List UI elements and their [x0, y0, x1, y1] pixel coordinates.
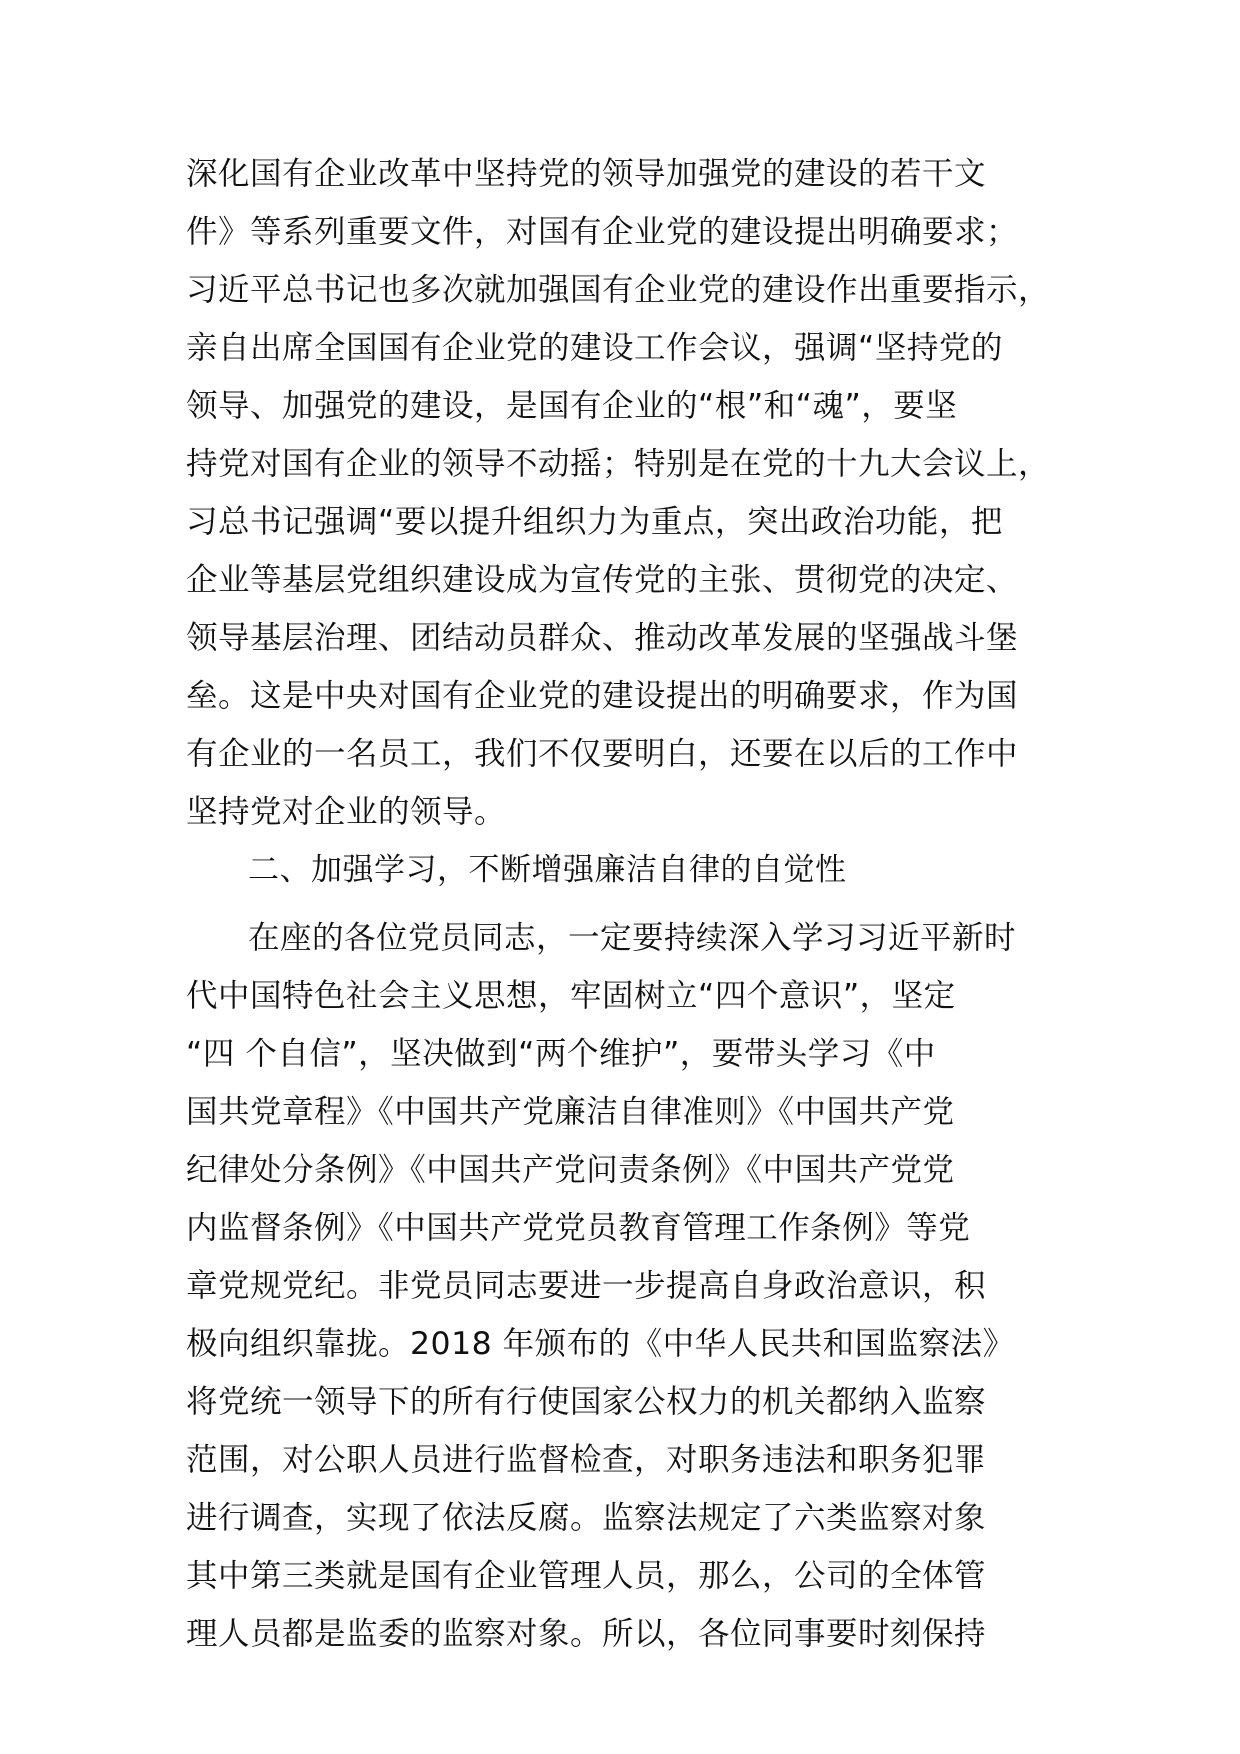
text-line: 在座的各位党员同志，一定要持续深入学习习近平新时 [248, 920, 1017, 956]
text-line: 坚持党对企业的领导。 [186, 794, 507, 830]
text-line: 领导、加强党的建设，是国有企业的“根”和“魂”，要坚 [186, 388, 958, 424]
text-line: 垒。这是中央对国有企业党的建设提出的明确要求，作为国 [186, 678, 1019, 714]
text-line: 持党对国有企业的领导不动摇；特别是在党的十九大会议上， [186, 446, 1051, 482]
text-line: 习总书记强调“要以提升组织力为重点，突出政治功能，把 [186, 504, 1003, 540]
text-line: 进行调查，实现了依法反腐。监察法规定了六类监察对象 [186, 1500, 987, 1536]
text-line: 亲自出席全国国有企业党的建设工作会议，强调“坚持党的 [186, 330, 1003, 366]
text-line: 企业等基层党组织建设成为宣传党的主张、贯彻党的决定、 [186, 562, 1019, 598]
text-line: 国共党章程》《中国共产党廉洁自律准则》《中国共产党 [186, 1094, 955, 1130]
text-line: 领导基层治理、团结动员群众、推动改革发展的坚强战斗堡 [186, 620, 1019, 656]
text-line: 理人员都是监委的监察对象。所以，各位同事要时刻保持 [186, 1616, 987, 1652]
text-line: 将党统一领导下的所有行使国家公权力的机关都纳入监察 [186, 1384, 987, 1420]
paragraph-1 [186, 145, 1066, 841]
text-line: “四 个自信”，坚决做到“两个维护”，要带头学习《中 [186, 1036, 936, 1072]
text-line: 有企业的一名员工，我们不仅要明白，还要在以后的工作中 [186, 736, 1019, 772]
text-line: 其中第三类就是国有企业管理人员，那么，公司的全体管 [186, 1558, 987, 1594]
section-heading-block [186, 841, 1066, 899]
paragraph-2 [186, 909, 1066, 1663]
text-line: 章党规党纪。非党员同志要进一步提高自身政治意识，积 [186, 1268, 987, 1304]
text-line: 件》等系列重要文件，对国有企业党的建设提出明确要求； [186, 214, 1019, 250]
text-line: 深化国有企业改革中坚持党的领导加强党的建设的若干文 [186, 156, 987, 192]
text-line: 代中国特色社会主义思想，牢固树立“四个意识”，坚定 [186, 978, 956, 1014]
text-line: 内监督条例》《中国共产党党员教育管理工作条例》等党 [186, 1210, 971, 1246]
text-line: 范围，对公职人员进行监督检查，对职务违法和职务犯罪 [186, 1442, 987, 1478]
text-line: 纪律处分条例》《中国共产党问责条例》《中国共产党党 [186, 1152, 955, 1188]
section-heading: 二、加强学习，不断增强廉洁自律的自觉性 [248, 852, 847, 888]
text-line: 极向组织靠拢。2018 年颁布的《中华人民共和国监察法》 [186, 1326, 1015, 1362]
text-line: 习近平总书记也多次就加强国有企业党的建设作出重要指示， [186, 272, 1051, 308]
